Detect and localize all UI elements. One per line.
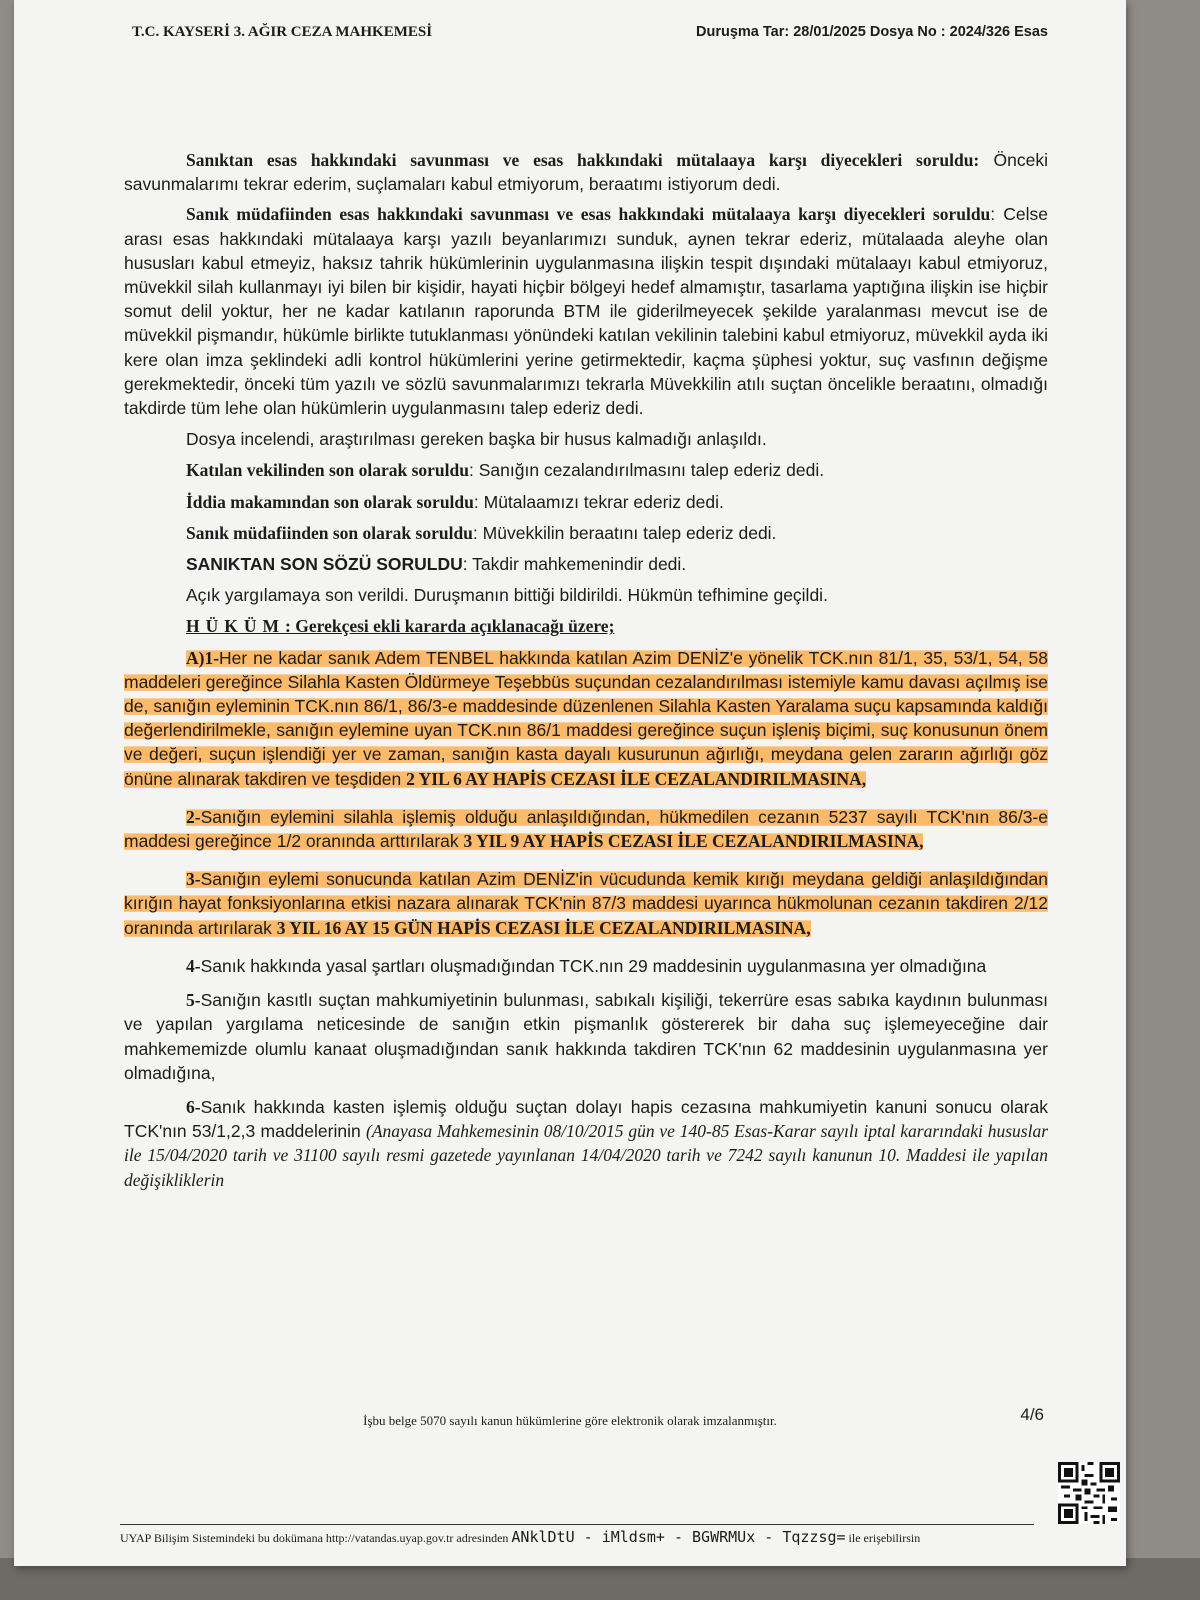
paragraph-bold: Sanıktan esas hakkındaki savunması ve esas hakkındaki mütalaaya karşı diyecekleri soruldu:: [186, 150, 980, 170]
item-text: Sanığın kasıtlı suçtan mahkumiyetinin bulunması, sabıkalı kişiliği, tekerrüre esas sabıka kaydının bulunması ve yapılan yargılama neticesinde de sanığın etkin pişmanlık göstererek bir daha suç işlemeyeceğine dair mahkememizde olumlu kanaat oluşmadığından sanık hakkında takdiren TCK'nın 62 maddesinin uygulanmasına yer olmadığına,: [124, 990, 1048, 1083]
line-text: : Mütalaamızı tekrar ederiz dedi.: [473, 491, 724, 512]
verdict-heading-text: [186, 616, 614, 636]
item-number: 6-: [186, 1096, 201, 1117]
paragraph-text: Önceki savunmalarımı tekrar ederim, suçlamaları kabul etmiyorum, beraatımı istiyorum dedi.: [124, 150, 1048, 195]
file-number: 2024/326 Esas: [949, 24, 1048, 40]
paragraph-bold: Sanık müdafiinden esas hakkındaki savunması ve esas hakkındaki mütalaaya karşı diyecekleri soruldu: [186, 204, 991, 225]
document-page: [14, 0, 1126, 1566]
line-hearing-closed: [124, 583, 1048, 607]
verdict-item-4: [124, 954, 1048, 978]
line-last-word: [124, 552, 1048, 576]
paragraph-counsel-defense: [124, 202, 1048, 420]
line-prosecution-final: [124, 490, 1048, 514]
item-number: 3-: [186, 869, 201, 890]
verdict-item-6: [124, 1095, 1048, 1192]
e-signature-notice: İşbu belge 5070 sayılı kanun hükümlerine göre elektronik olarak imzalanmıştır.: [363, 1413, 777, 1428]
item-sentence: 3 YIL 9 AY HAPİS CEZASI İLE CEZALANDIRILMASINA,: [463, 831, 924, 852]
footer-suffix: ile erişebilirsin: [848, 1531, 921, 1545]
file-label: Dosya No :: [869, 24, 946, 40]
line-text: : Takdir mahkemenindir dedi.: [462, 554, 687, 575]
line-file-examined: [124, 427, 1048, 451]
line-text: Açık yargılamaya son verildi. Duruşmanın bittiği bildirildi. Hükmün tefhimine geçildi.: [186, 585, 828, 606]
line-text: : Müvekkilin beraatını talep ederiz dedi.: [472, 522, 777, 543]
qr-code-icon: [1058, 1462, 1120, 1524]
paragraph-text: : Celse arası esas hakkındaki mütalaaya karşı yazılı beyanlarımızı sunduk, aynen tekrar ederiz, mütalaada aleyhe olan hususları kabul etmeyiz, haksız tahrik hükümlerinin uygulanmasına ilişkin tespit dışındaki mütalaayı kabul etmiyoruz, müvekkil silah kullanmayı iyi bilen bir kişidir, hayati hiçbir bölgeyi hedef almamıştır, tasarlama yaptığına ilişkin ise hiçbir somut delil yoktur, her ne kadar katılanın raporunda BTM ile giderilmeyecek şekilde yaralanması mevcut ise de müvekkil pişmandır, hükümle birlikte tutuklanması yönündeki katılan vekilinin talebini kabul etmiyoruz, müvekkil ayda iki kere olan imza şeklindeki adli kontrol hükümlerini yerine getirmektedir, kaçma şüphesi yoktur, suç vasfının değişme gerekmektedir, önceki tüm yazılı ve sözlü savunmalarımızı tekrarla Müvekkilin atılı suçtan öncelikle beraatını, olmadığı takdirde tüm lehe olan hükümlerin uygulanmasını talep ederiz dedi.: [124, 204, 1048, 419]
verdict-item-5: [124, 988, 1048, 1085]
item-sentence: 3 YIL 16 AY 15 GÜN HAPİS CEZASI İLE CEZALANDIRILMASINA,: [276, 917, 811, 938]
item-number: 5-: [186, 990, 201, 1011]
item-text: Sanık hakkında yasal şartları oluşmadığından TCK.nın 29 maddesinin uygulanmasına yer olmadığına: [200, 955, 987, 976]
hearing-date: 28/01/2025: [793, 24, 866, 40]
item-italic: (Anayasa Mahkemesinin 08/10/2015 gün ve 140-85 Esas-Karar sayılı iptal kararındaki hususlar ile 15/04/2020 tarih ve 31100 sayılı resmi gazetede yayınlanan 14/04/2020 tarih ve 7242 sayılı kanunun 10. Maddesi ile yapılan değişikliklerin: [124, 1121, 1049, 1190]
line-bold: Katılan vekilinden son olarak soruldu: [186, 460, 469, 481]
line-text: Dosya incelendi, araştırılması gereken başka bir husus kalmadığı anlaşıldı.: [186, 429, 767, 450]
item-sentence: 2 YIL 6 AY HAPİS CEZASI İLE CEZALANDIRILMASINA,: [406, 768, 867, 789]
line-counsel-final: [124, 521, 1048, 545]
page-header: [124, 24, 1048, 64]
verdict-item-2: [124, 805, 1048, 853]
item-text: Sanık hakkında kasten işlemiş olduğu suçtan dolayı hapis cezasına mahkumiyetin kanuni sonucu olarak TCK'nın 53/1,2,3 maddelerinin: [124, 1096, 1048, 1142]
document-body: [124, 148, 1048, 1192]
item-text: Sanığın eylemini silahla işlemiş olduğu anlaşıldığından, hükmedilen cezanın 5237 sayılı TCK'nın 86/3-e maddesi gereğince 1/2 oranında arttırılarak: [124, 806, 1048, 852]
line-bold: İddia makamından son olarak soruldu: [186, 491, 474, 512]
hearing-info: [696, 24, 1048, 40]
verdict-item-a1: [124, 646, 1048, 791]
item-number: A)1-: [186, 647, 220, 668]
footer-prefix: UYAP Bilişim Sistemindeki bu dokümana http://vatandas.uyap.gov.tr adresinden: [120, 1531, 509, 1545]
item-text: Sanığın eylemi sonucunda katılan Azim DENİZ'in vücudunda kemik kırığı meydana geldiği anlaşıldığından kırığın hayat fonksiyonlarına etkisi nazara alınarak TCK'nin 87/3 maddesi uyarınca hükmolunan cezanın takdiren 2/12 oranında artırılarak: [124, 869, 1048, 938]
page-number: 4/6: [1020, 1405, 1044, 1424]
court-name: T.C. KAYSERİ 3. AĞIR CEZA MAHKEMESİ: [132, 24, 433, 40]
footer-divider: [120, 1524, 1034, 1525]
line-bold: Sanık müdafiinden son olarak soruldu: [186, 522, 473, 543]
paragraph-defendant-defense: [124, 148, 1048, 196]
verdict-heading: [124, 614, 1048, 638]
footer-access-line: [120, 1528, 920, 1546]
item-number: 2-: [186, 806, 201, 827]
line-text: : Sanığın cezalandırılmasını talep ederiz dedi.: [469, 460, 825, 481]
item-number: 4-: [186, 955, 201, 976]
verdict-item-3: [124, 867, 1048, 940]
item-text: Her ne kadar sanık Adem TENBEL hakkında katılan Azim DENİZ'e yönelik TCK.nın 81/1, 35, 53/1, 54, 58 maddeleri gereğince Silahla Kasten Öldürmeye Teşebbüs suçundan cezalandırılması istemiyle kamu davası açılmış ise de, sanığın eyleminin TCK.nın 86/1, 86/3-e maddesinde düzenlenen Silahla Kasten Yaralama suçu kapsamında kaldığı değerlendirilmekle, sanığın eylemine uyan TCK.nın 86/1 maddesi gereğince suçun işleniş biçimi, suç konusunun önem ve değeri, suçun işlendiği yer ve zaman, sanığın kasta dayalı kusurunun ağırlığı, meydana gelen zararın ağırlığı göz önüne alınarak takdiren ve teşdiden: [124, 647, 1048, 789]
line-intervener-final: [124, 458, 1048, 482]
footer-access-code: ANklDtU - iMldsm+ - BGWRMUx - Tqzzsg=: [511, 1528, 846, 1546]
verdict-rest: : Gerekçesi ekli kararda açıklanacağı üzere;: [285, 616, 615, 637]
line-caps: SANIKTAN SON SÖZÜ SORULDU: [186, 554, 463, 575]
verdict-word: HÜKÜM: [186, 616, 286, 637]
hearing-label: Duruşma Tar:: [696, 24, 790, 40]
